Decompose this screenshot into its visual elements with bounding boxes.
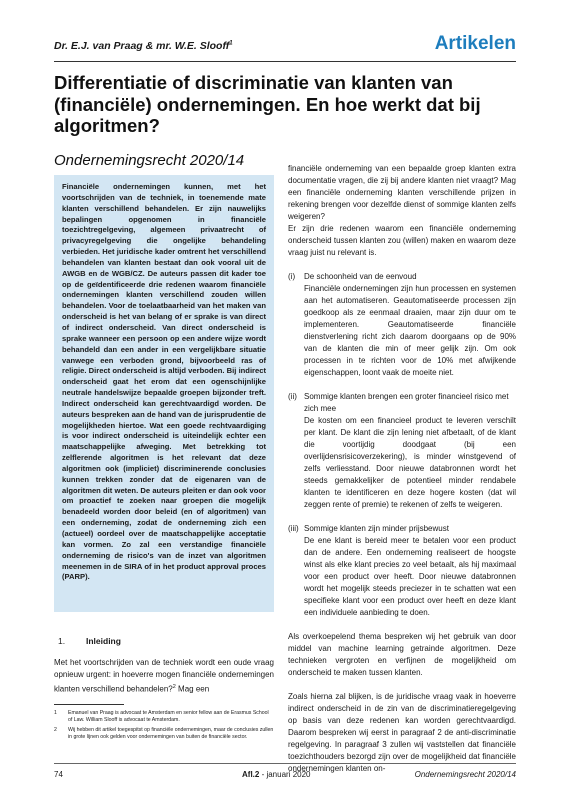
reason-number: (iii): [288, 524, 299, 533]
section-label: Artikelen: [434, 33, 516, 54]
issue-date: - januari 2020: [259, 770, 311, 779]
abstract-box: [54, 175, 274, 612]
footnote-number: 1: [54, 710, 57, 716]
header-divider: [54, 61, 516, 62]
reason-heading: Sommige klanten brengen een groter financieel risico met zich mee: [304, 392, 509, 413]
page-number: 74: [54, 770, 63, 779]
footnote-ref-2[interactable]: 2: [172, 684, 176, 690]
footnote-text: Wij hebben dit artikel toegespitst op financiële ondernemingen, maar de conclusies zullen in grote lijnen ook gelden voor ondernemingen van buiten de financiële sector.: [68, 726, 274, 741]
footnote-item: [54, 727, 274, 742]
article-title: Differentiatie of discriminatie van klanten van (financiële) ondernemingen. En hoe werkt dat bij algoritmen?: [54, 72, 481, 136]
reason-item: [288, 523, 516, 619]
body-paragraph: Als overkoepelend thema bespreken wij het gebruik van door middel van machine learning getrainde algoritmen. Deze technieken vergroten en verfijnen de mogelijkheid om onderscheid te maken tussen klanten.: [288, 632, 516, 677]
reason-item: [288, 271, 516, 379]
footer-journal-reference: Ondernemingsrecht 2020/14: [414, 770, 516, 779]
footnote-number: 2: [54, 726, 57, 733]
body-paragraph: financiële onderneming van een bepaalde groep klanten extra documentatie vragen, die zij bij andere klanten niet vraagt? Mag een financiële onderneming klanten verschillende prijzen in rekening brengen voor dezelfde dienst of sommige klanten zelfs weigeren?: [288, 164, 516, 221]
reason-number: (i): [288, 272, 296, 281]
intro-paragraph: [54, 657, 274, 696]
reason-body: [304, 391, 516, 511]
right-column: [288, 163, 516, 787]
reason-text: De kosten om een financieel product te leveren verschilt per klant. De klant die zijn lening niet afbetaalt, of de klant die voortijdig doodgaat (bij een overlijdensrisicoverzekering), is minder winstgevend of zelfs verliesstand. Door nieuwe databronnen wordt het steeds gemakkelijker de potentieel minder rendabele klanten te identificeren en deze hogere kosten (dat wil zeggen rente of premie) te rekenen of zelfs te weigeren.: [304, 416, 516, 509]
issue-number: Afl.2: [242, 770, 260, 779]
footnote-text: Emanuel van Praag is advocaat te Amsterdam en senior fellow aan de Erasmus School of Law. William Slooff is advocaat te Amsterdam.: [68, 710, 269, 724]
section-title: Inleiding: [86, 636, 121, 646]
reason-heading: De schoonheid van de eenvoud: [304, 272, 417, 281]
body-paragraph: Zoals hierna zal blijken, is de juridische vraag vaak in hoeverre indirect onderscheid in de zin van de discriminatieregelgeving op basis van deze redenen kan worden gerechtvaardigd. Daarom bespreken wij eerst in paragraaf 2 de anti-discriminatie regelgeving. In paragraaf 3 zullen wij vaststellen dat financiële toezichthouders bezorgd zijn over de mogelijkheid dat financiële ondernemingen klanten on-: [288, 692, 516, 773]
journal-reference: Ondernemingsrecht 2020/14: [54, 152, 245, 169]
footer-divider: [54, 763, 516, 764]
reason-text: Financiële ondernemingen zijn hun processen en systemen aan het automatiseren. Geautomatiseerde processen zijn goedkoop als ze eenmaal draaien, maar zijn duur om te implementeren. Geautomatiseerde financiële dienstverlening richt zich daarom doorgaans op de 90% van de klanten die min of meer gelijk zijn. Om ook processen in te richten voor de 10% met afwijkende eigenschappen, loont vaak de moeite niet.: [304, 284, 516, 377]
reason-number: (ii): [288, 392, 297, 401]
intro-text: Met het voortschrijden van de techniek wordt een oude vraag opnieuw urgent: in hoeverre mogen financiële ondernemingen klanten verschillend behandelen?: [54, 658, 274, 694]
reason-heading: Sommige klanten zijn minder prijsbewust: [304, 524, 449, 533]
footnotes: [54, 710, 274, 744]
footnote-item: [54, 710, 274, 725]
body-paragraph: Er zijn drie redenen waarom een financiële onderneming onderscheid tussen klanten zou (willen) maken en waarom deze vraag juist nu relevant is.: [288, 224, 516, 257]
abstract-text: Financiële ondernemingen kunnen, met het voortschrijden van de techniek, in toenemende mate klanten verschillend behandelen. Er zijn nauwelijks bepalingen opgenomen in financiële toezichtregelgeving, algemeen privaatrecht of privacyregelgeving die ongelijke behandeling verbieden. Het juridische kader omtrent het verschillend behandelen van klanten bestaat dan ook vooral uit de AWGB en de WGB/CZ. De auteurs passen dit kader toe op de geïdentificeerde drie redenen waarom financiële ondernemingen klanten verschillend zouden willen behandelen. Voor de toelaatbaarheid van het maken van onderscheid is het van belang of er sprake is van direct of indirect onderscheid. Van direct onderscheid is sprake wanneer een persoon op een andere wijze wordt behandeld dan een ander in een vergelijkbare situatie vanwege een verboden grond, bijvoorbeeld ras of religie. Direct onderscheid is altijd verboden. Bij indirect onderscheid gaat het erom dat een ogenschijnlijke neutrale handelswijze bepaalde groepen bijzonder treft. Indirect onderscheid kan gerechtvaardigd worden. De auteurs bespreken aan de hand van de jurisprudentie de mogelijkheden hiertoe. Wat een goede rechtvaardiging is voor indirect onderscheid is uiteindelijk echter een maatschappelijke afweging. Met betrekking tot zelflerende algoritmen is het relevant dat deze algoritmen ook (impliciet) discriminerende conclusies kunnen trekken zonder dat de eigenaren van de algoritmen dit weten. De auteurs pleiten er dan ook voor om proactief te zoeken naar groepen die mogelijk benadeeld worden door beleid (en of algoritmen) van een onderneming, zodat de onderneming zich een (actueel) oordeel over de maatschappelijke acceptatie kan vormen. Zo zal een verstandige financiële onderneming de risico's van de inzet van algoritmen meenemen in de SIRA of in het product approval proces (PARP).: [62, 182, 266, 582]
author-line: [54, 40, 233, 52]
reason-body: [304, 523, 516, 619]
reason-item: [288, 391, 516, 511]
reason-text: De ene klant is bereid meer te betalen voor een product dan de andere. Een onderneming realiseert de hoogste winst als elke klant precies zo veel betaalt, als hij maximaal voor een product over heeft. Door nieuwe databronnen wordt het mogelijk steeds preciezer in te schatten wat een specifieke klant voor een product over heeft en deze klant een individuele aanbieding te doen.: [304, 536, 516, 617]
section-heading: [54, 636, 274, 646]
reason-body: [304, 271, 516, 379]
section-number: 1.: [58, 636, 66, 646]
intro-text-after: Mag een: [175, 684, 210, 694]
authors: Dr. E.J. van Praag & mr. W.E. Slooff: [54, 40, 230, 52]
issue-info: [242, 770, 311, 779]
footnote-divider: [54, 704, 124, 705]
author-footnote-ref[interactable]: 1: [229, 40, 233, 47]
